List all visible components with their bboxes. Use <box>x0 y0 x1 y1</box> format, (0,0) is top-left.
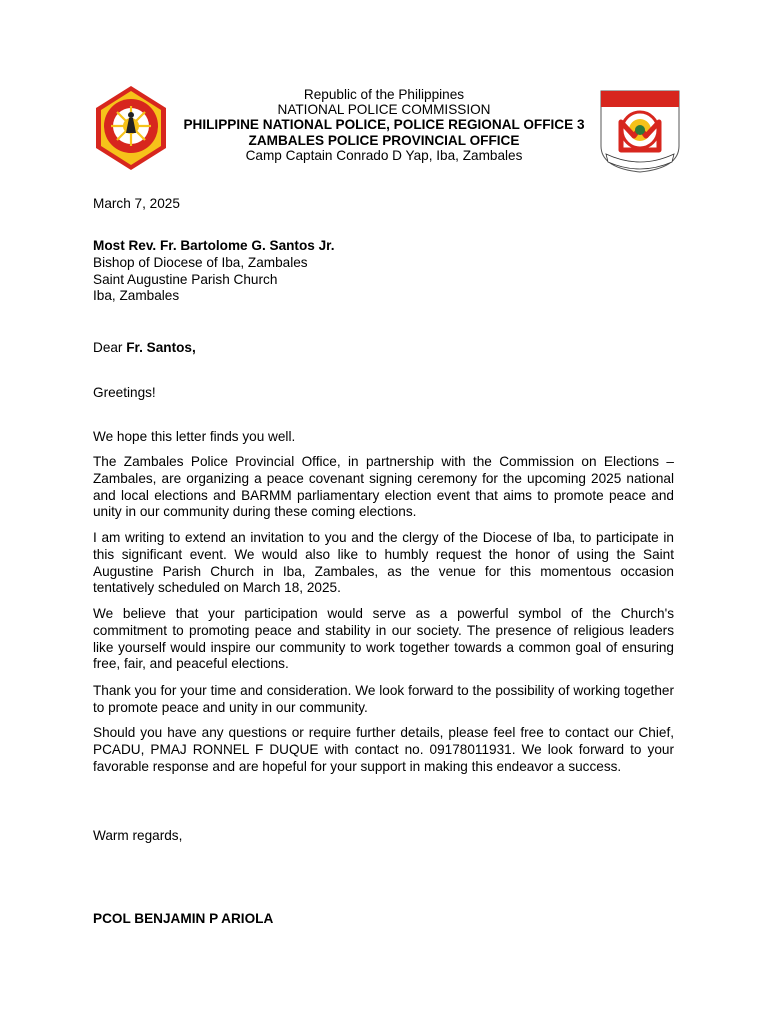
header-zppo: ZAMBALES POLICE PROVINCIAL OFFICE <box>248 132 520 148</box>
salutation-prefix: Dear <box>93 340 127 355</box>
body-paragraph: I am writing to extend an invitation to you and the clergy of the Diocese of Iba, to participate in this significant event. We would also like to humbly request the honor of using the Saint Augustine Parish Church in Iba, Zambales, as the venue for this momentous occasion tentatively scheduled on March 18, 2025. <box>93 530 674 596</box>
recipient-line: Saint Augustine Parish Church <box>93 271 278 287</box>
greeting: Greetings! <box>93 385 156 400</box>
body-paragraph: Thank you for your time and consideration. We look forward to the possibility of working together to promote peace and unity in our community. <box>93 683 674 715</box>
header-napolcom: NATIONAL POLICE COMMISSION <box>277 102 491 118</box>
letter-date: March 7, 2025 <box>93 196 180 211</box>
zambales-ppo-seal-icon <box>598 88 682 174</box>
recipient-block <box>93 238 674 305</box>
body-paragraph: We believe that your participation would serve as a powerful symbol of the Church's commitment to promoting peace and stability in our society. The presence of religious leaders like yourself would inspire our community to work together towards a common goal of ensuring free, fair, and peaceful elections. <box>93 606 674 672</box>
salutation <box>93 340 674 357</box>
recipient-line: Bishop of Diocese of Iba, Zambales <box>93 254 308 270</box>
header-address: Camp Captain Conrado D Yap, Iba, Zambales <box>245 147 523 163</box>
header-republic: Republic of the Philippines <box>303 87 465 102</box>
salutation-name: Fr. Santos, <box>126 340 196 355</box>
header-pro3: PHILIPPINE NATIONAL POLICE, POLICE REGIONAL OFFICE 3 <box>183 117 585 133</box>
letterhead <box>160 87 608 163</box>
closing: Warm regards, <box>93 828 183 843</box>
pnp-seal-icon <box>92 84 170 172</box>
recipient-name: Most Rev. Fr. Bartolome G. Santos Jr. <box>93 238 335 253</box>
body-paragraph: We hope this letter finds you well. <box>93 429 296 444</box>
recipient-line: Iba, Zambales <box>93 288 180 304</box>
body-paragraph: Should you have any questions or require further details, please feel free to contact our Chief, PCADU, PMAJ RONNEL F DUQUE with contact no. 09178011931. We look forward to your favorable response and are hopeful for your support in making this endeavor a success. <box>93 725 674 774</box>
signatory-name: PCOL BENJAMIN P ARIOLA <box>93 911 274 926</box>
body-paragraph: The Zambales Police Provincial Office, in partnership with the Commission on Elections – Zambales, are organizing a peace covenant signing ceremony for the upcoming 2025 national and local elections and BARMM parliamentary election event that aims to promote peace and unity in our community during these coming elections. <box>93 454 674 520</box>
